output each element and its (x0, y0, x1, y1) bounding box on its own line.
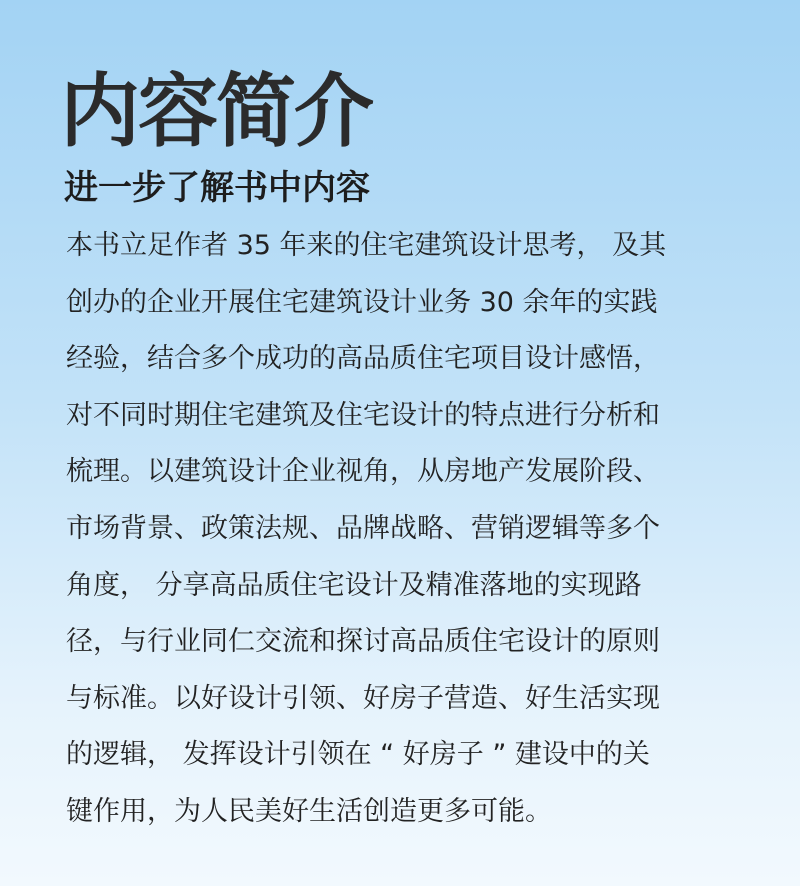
paragraph-line: 市场背景、政策法规、品牌战略、营销逻辑等多个 (66, 512, 660, 544)
paragraph-line: 与标准。以好设计引领、好房子营造、好生活实现 (66, 682, 660, 714)
paragraph-line: 角度， 分享高品质住宅设计及精准落地的实现路 (66, 569, 642, 601)
paragraph-line: 创办的企业开展住宅建筑设计业务 30 余年的实践 (66, 286, 658, 318)
paragraph-line: 本书立足作者 35 年来的住宅建筑设计思考， 及其 (66, 230, 667, 261)
page-subtitle: 进一步了解书中内容 (64, 168, 370, 208)
paragraph-line: 键作用，为人民美好生活创造更多可能。 (66, 795, 552, 827)
intro-paragraph (66, 218, 756, 841)
page-title: 内容简介 (60, 65, 372, 158)
paragraph-line: 径，与行业同仁交流和探讨高品质住宅设计的原则 (66, 626, 660, 658)
paragraph-line: 梳理。以建筑设计企业视角，从房地产发展阶段、 (66, 456, 660, 488)
paragraph-line: 的逻辑， 发挥设计引领在 “ 好房子 ” 建设中的关 (66, 739, 650, 771)
paragraph-line: 对不同时期住宅建筑及住宅设计的特点进行分析和 (66, 399, 660, 431)
paragraph-line: 经验，结合多个成功的高品质住宅项目设计感悟， (66, 343, 660, 375)
